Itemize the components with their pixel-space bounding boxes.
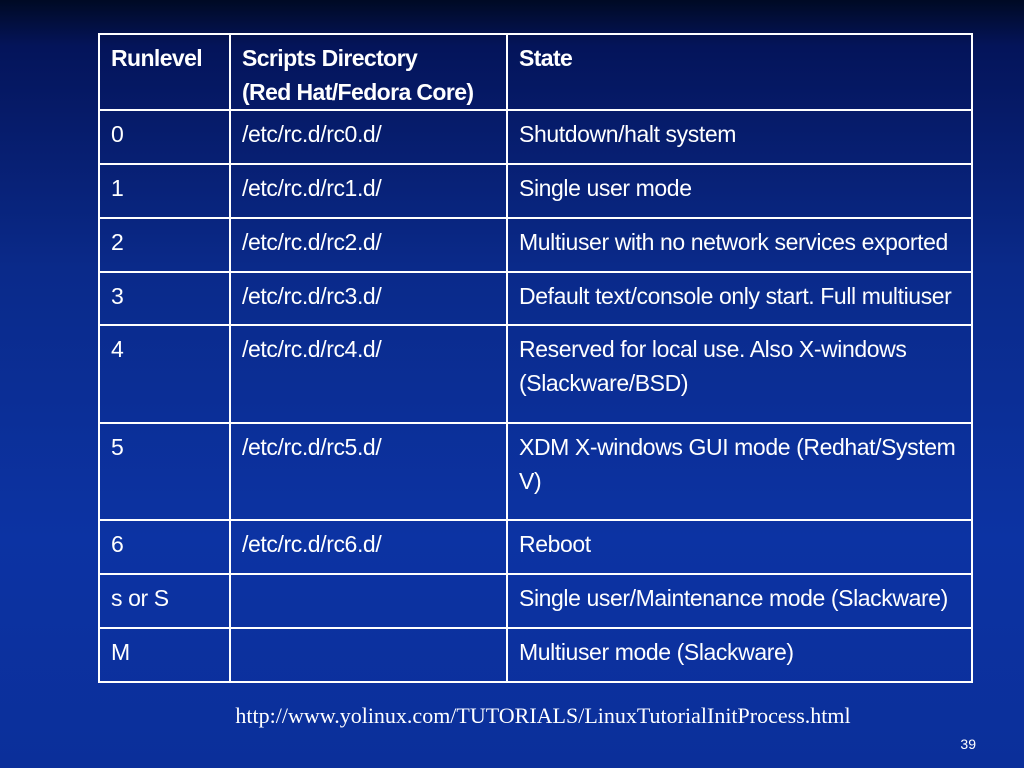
table-row xyxy=(99,325,972,422)
cell-state: Reserved for local use. Also X-windows (Slackware/BSD) xyxy=(507,325,972,422)
header-runlevel xyxy=(99,34,230,110)
cell-runlevel: 5 xyxy=(99,423,230,520)
header-scripts-directory-line2: (Red Hat/Fedora Core) xyxy=(242,79,474,105)
table-row xyxy=(99,218,972,272)
cell-state: Reboot xyxy=(507,520,972,574)
header-state xyxy=(507,34,972,110)
table-row xyxy=(99,164,972,218)
cell-runlevel: 3 xyxy=(99,272,230,326)
cell-runlevel: 0 xyxy=(99,110,230,164)
cell-directory xyxy=(230,628,507,682)
cell-directory: /etc/rc.d/rc6.d/ xyxy=(230,520,507,574)
cell-runlevel: 6 xyxy=(99,520,230,574)
table-row xyxy=(99,520,972,574)
header-runlevel-text: Runlevel xyxy=(111,45,203,71)
cell-runlevel: 1 xyxy=(99,164,230,218)
cell-directory: /etc/rc.d/rc3.d/ xyxy=(230,272,507,326)
table-row xyxy=(99,272,972,326)
cell-directory xyxy=(230,574,507,628)
table-row xyxy=(99,423,972,520)
cell-state: Default text/console only start. Full multiuser xyxy=(507,272,972,326)
cell-runlevel: 2 xyxy=(99,218,230,272)
cell-state: Single user mode xyxy=(507,164,972,218)
cell-state: Multiuser with no network services exported xyxy=(507,218,972,272)
cell-runlevel: M xyxy=(99,628,230,682)
table-row xyxy=(99,110,972,164)
cell-directory: /etc/rc.d/rc4.d/ xyxy=(230,325,507,422)
cell-runlevel: 4 xyxy=(99,325,230,422)
table-row xyxy=(99,574,972,628)
cell-directory: /etc/rc.d/rc1.d/ xyxy=(230,164,507,218)
header-state-text: State xyxy=(519,45,573,71)
table-header-row xyxy=(99,34,972,110)
cell-runlevel: s or S xyxy=(99,574,230,628)
cell-directory: /etc/rc.d/rc2.d/ xyxy=(230,218,507,272)
cell-state: Shutdown/halt system xyxy=(507,110,972,164)
cell-state: Multiuser mode (Slackware) xyxy=(507,628,972,682)
table-row xyxy=(99,628,972,682)
cell-state: Single user/Maintenance mode (Slackware) xyxy=(507,574,972,628)
header-scripts-directory xyxy=(230,34,507,110)
source-url: http://www.yolinux.com/TUTORIALS/LinuxTutorialInitProcess.html xyxy=(235,703,851,728)
cell-directory: /etc/rc.d/rc0.d/ xyxy=(230,110,507,164)
cell-state: XDM X-windows GUI mode (Redhat/System V) xyxy=(507,423,972,520)
slide-number: 39 xyxy=(960,736,976,752)
cell-directory: /etc/rc.d/rc5.d/ xyxy=(230,423,507,520)
header-scripts-directory-line1: Scripts Directory xyxy=(242,45,418,71)
runlevel-table xyxy=(98,33,973,683)
